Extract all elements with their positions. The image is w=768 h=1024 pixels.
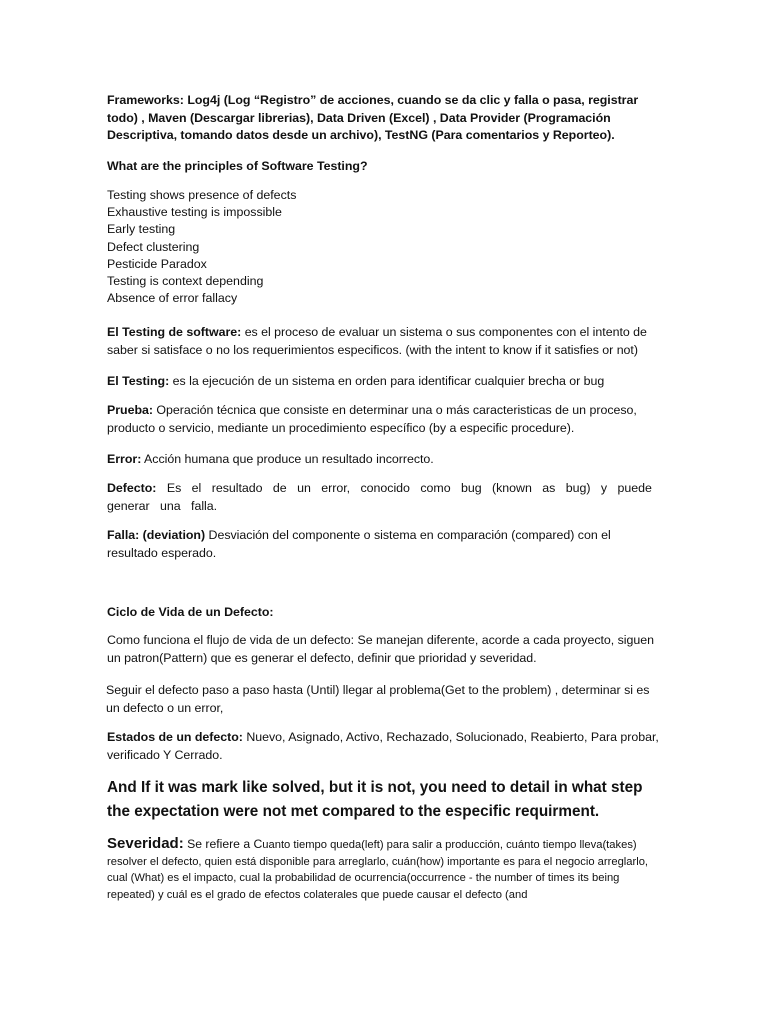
principle-item: Absence of error fallacy [107, 291, 238, 306]
definition-term: El Testing: [107, 374, 170, 388]
severity-term: Severidad: [107, 835, 184, 852]
definition-term: Prueba: [107, 403, 153, 417]
states-term: Estados de un defecto: [107, 730, 243, 744]
error-definition [107, 451, 662, 469]
principle-item: Early testing [107, 222, 176, 237]
principle-item: Testing is context depending [107, 274, 264, 289]
principles-list [107, 187, 437, 307]
definition-term: Falla: (deviation) [107, 528, 206, 542]
severity-text: uanto tiempo queda(left) para salir a producción, cuánto tiempo lleva(takes) resolver el defecto, quien está disponible para arreglarlo, cuán(how) importante es para el negocio arreglarlo, cual (What) es el impacto, cual la probabilidad de ocurrencia(occurrence - the number of times its being repeated) y cuál es el grado de efectos colaterales que puede causar el defecto (and [107, 839, 649, 901]
definition-text: Es el resultado de un error, conocido como bug (known as bug) y puede generar una falla. [107, 481, 652, 513]
falla-definition [107, 527, 662, 562]
definition-term: El Testing de software: [107, 325, 242, 339]
principle-item: Exhaustive testing is impossible [107, 205, 282, 220]
states-text: Nuevo, Asignado, Activo, Rechazado, Solucionado, Reabierto, Para probar, verificado Y Cerrado. [107, 730, 659, 762]
definition-text: es el proceso de evaluar un sistema o sus componentes con el intento de saber si satisface o no los requerimientos especificos. (with the intent to know if it satisfies or not) [107, 325, 647, 357]
prueba-definition [107, 402, 662, 437]
defect-states [107, 729, 662, 764]
definition-text: Operación técnica que consiste en determinar una o más caracteristicas de un proceso, producto o servicio, mediante un procedimiento específico (by a especific procedure). [107, 403, 637, 435]
principles-question: What are the principles of Software Testing? [107, 159, 368, 173]
defecto-definition [107, 480, 662, 515]
definition-text: Desviación del componente o sistema en comparación (compared) con el resultado esperado. [107, 528, 611, 560]
principle-item: Pesticide Paradox [107, 256, 207, 271]
follow-paragraph: Seguir el defecto paso a paso hasta (Until) llegar al problema(Get to the problem) , determinar si es un defecto o un error, [106, 683, 650, 715]
solved-note: And If it was mark like solved, but it is not, you need to detail in what step the expectation were not met compared to the especific requirment. [107, 779, 643, 820]
flow-paragraph: Como funciona el flujo de vida de un defecto: Se manejan diferente, acorde a cada proyecto, siguen un patron(Pattern) que es generar el defecto, definir que prioridad y severidad. [107, 633, 655, 665]
principle-item: Testing shows presence of defects [107, 188, 297, 202]
definition-term: Error: [107, 452, 142, 466]
definition-text: Acción humana que produce un resultado incorrecto. [141, 452, 434, 466]
frameworks-paragraph: Frameworks: Log4j (Log “Registro” de acciones, cuando se da clic y falla o pasa, registrar todo) , Maven (Descargar librerias), Data Driven (Excel) , Data Provider (Programación Descriptiva, tomando datos desde un archivo), TestNG (Para comentarios y Reporteo). [107, 93, 639, 143]
testing-definition [107, 373, 662, 391]
principle-item: Defect clustering [107, 239, 200, 254]
definition-text: es la ejecución de un sistema en orden para identificar cualquier brecha or bug [169, 374, 605, 388]
severity-lead: Se refiere a C [183, 837, 263, 851]
lifecycle-title: Ciclo de Vida de un Defecto: [107, 605, 274, 619]
definition-term: Defecto: [107, 481, 157, 495]
severity-paragraph [107, 836, 663, 903]
software-testing-definition [107, 324, 662, 359]
